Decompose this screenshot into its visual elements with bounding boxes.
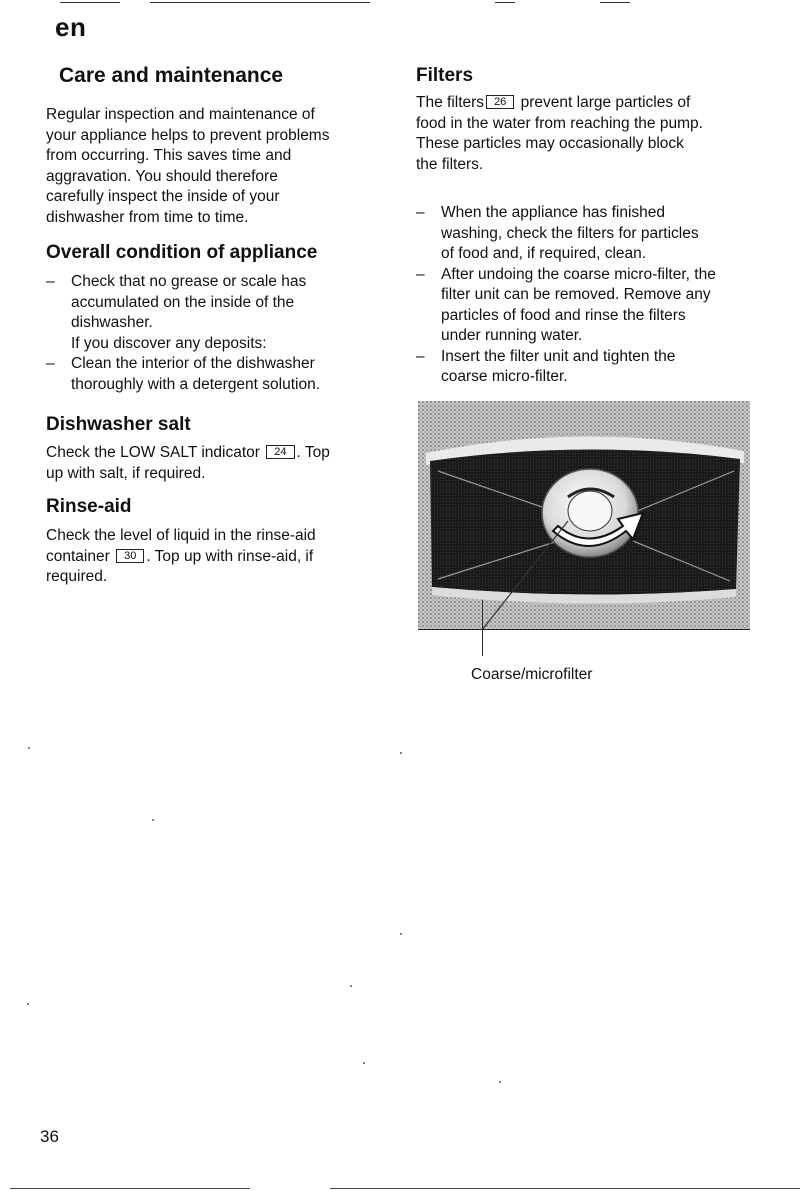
filters-text: prevent large particles of: [520, 94, 691, 111]
list-item-line: thoroughly with a detergent solution.: [71, 375, 321, 393]
top-rule-1: [60, 2, 120, 3]
filters-list: [416, 203, 716, 388]
list-item-line: Clean the interior of the dishwasher: [71, 355, 315, 372]
rinse-text: . Top up with rinse-aid, if: [146, 547, 314, 565]
filter-photo: [418, 401, 750, 630]
figure-caption: Coarse/microfilter: [471, 666, 593, 683]
reference-number-box: 24: [266, 445, 294, 459]
bottom-rule-1: [10, 1188, 250, 1189]
salt-text: up with salt, if required.: [46, 464, 206, 482]
list-item-line: filter unit can be removed. Remove any: [441, 286, 711, 303]
list-item: [46, 354, 320, 395]
list-item-line: dishwasher.: [71, 314, 153, 331]
bullet-dash: –: [46, 273, 55, 290]
intro-line: dishwasher from time to time.: [46, 208, 249, 226]
rinse-text: container: [46, 547, 110, 565]
heading-dishwasher-salt: Dishwasher salt: [46, 414, 191, 435]
caption-leader-line: [482, 600, 483, 656]
intro-line: your appliance helps to prevent problems: [46, 126, 330, 144]
scan-speck: [499, 1081, 501, 1083]
list-item: [416, 265, 716, 347]
rinse-paragraph: [46, 526, 316, 588]
list-item-line: of food and, if required, clean.: [441, 245, 647, 262]
scan-speck: [152, 819, 154, 821]
list-item-line: Insert the filter unit and tighten the: [441, 347, 676, 365]
list-item-line: If you discover any deposits:: [71, 334, 267, 352]
list-item: [46, 272, 320, 354]
bottom-rule-2: [330, 1188, 800, 1189]
list-item-line: accumulated on the inside of the: [71, 293, 295, 311]
bullet-dash: –: [416, 204, 425, 221]
reference-number-box: 30: [116, 549, 144, 563]
heading-filters: Filters: [416, 65, 474, 86]
list-item-line: under running water.: [441, 327, 583, 344]
salt-paragraph: [46, 443, 330, 484]
reference-number-box: 26: [486, 95, 514, 109]
section-title-care: Care and maintenance: [59, 64, 284, 87]
list-item-line: When the appliance has finished: [441, 204, 666, 221]
filters-text: The filters: [416, 94, 485, 111]
heading-overall-condition: Overall condition of appliance: [46, 242, 318, 263]
intro-line: carefully inspect the inside of your: [46, 188, 280, 205]
intro-paragraph: [46, 105, 329, 228]
bullet-dash: –: [416, 265, 425, 283]
scan-speck: [350, 985, 352, 987]
list-item: [416, 203, 716, 265]
overall-list: [46, 272, 320, 395]
intro-line: from occurring. This saves time and: [46, 147, 292, 164]
list-item-line: coarse micro-filter.: [441, 368, 568, 385]
filter-illustration: [418, 401, 750, 630]
salt-text: . Top: [296, 444, 330, 461]
top-rule-4: [600, 2, 630, 3]
top-rule-2: [150, 2, 370, 3]
bullet-dash: –: [46, 355, 55, 372]
top-rule-3: [495, 2, 515, 3]
page-number: 36: [40, 1127, 59, 1146]
filters-intro: [416, 93, 703, 175]
list-item-line: Check that no grease or scale has: [71, 273, 307, 290]
scan-speck: [28, 747, 30, 749]
rinse-text: Check the level of liquid in the rinse-aid: [46, 527, 316, 544]
scan-speck: [400, 933, 402, 935]
language-code: en: [55, 12, 87, 42]
scan-speck: [27, 1003, 29, 1005]
bullet-dash: –: [416, 347, 425, 365]
list-item-line: particles of food and rinse the filters: [441, 306, 686, 324]
list-item-line: washing, check the filters for particles: [441, 224, 699, 242]
scan-speck: [363, 1062, 365, 1064]
filters-text: These particles may occasionally block: [416, 135, 684, 152]
filters-text: the filters.: [416, 155, 484, 173]
heading-rinse-aid: Rinse-aid: [46, 496, 132, 517]
intro-line: Regular inspection and maintenance of: [46, 106, 315, 123]
rinse-text: required.: [46, 568, 108, 585]
list-item-line: After undoing the coarse micro-filter, the: [441, 265, 716, 283]
salt-text: Check the LOW SALT indicator: [46, 444, 260, 461]
intro-line: aggravation. You should therefore: [46, 167, 278, 185]
scan-speck: [400, 752, 402, 754]
list-item: [416, 347, 716, 388]
filters-text: food in the water from reaching the pump.: [416, 114, 703, 132]
